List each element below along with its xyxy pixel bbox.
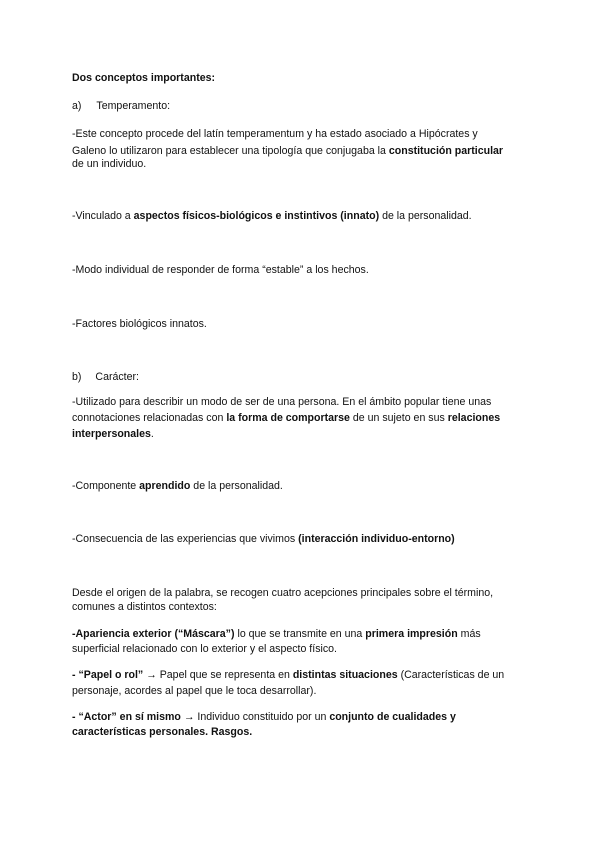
caracter-point-consecuencia [72,531,532,548]
acepcion-papel-line-1 [72,667,532,684]
point-emphasis: (interacción individuo-entorno) [298,533,455,545]
caracter-text: de un sujeto en sus [349,412,448,424]
caracter-emphasis: interpersonales [72,428,151,440]
temperamento-point-vinculado [72,208,532,225]
caracter-point-componente [72,478,532,495]
acepcion-text: → Papel que se representa en [143,669,293,681]
acepciones-intro-line-1: Desde el origen de la palabra, se recogen cuatro acepciones principales sobre el término, [72,587,494,599]
caracter-definition-line-1: -Utilizado para describir un modo de ser de una persona. En el ámbito popular tiene unas [72,396,492,408]
document-heading: Dos conceptos importantes: [72,72,216,84]
temperamento-definition-text: Galeno lo utilizaron para establecer una tipología que conjugaba la [72,145,389,157]
acepcion-emphasis: primera impresión [365,628,458,640]
temperamento-definition-line-1: -Este concepto procede del latín temperamentum y ha estado asociado a Hipócrates y [72,128,478,140]
point-text: -Componente [72,480,140,492]
temperamento-definition-line-3: de un individuo. [72,158,147,170]
acepcion-apariencia-line-2: superficial relacionado con lo exterior y el aspecto físico. [72,643,337,655]
point-text: de la personalidad. [190,480,283,492]
acepcion-papel-line-2: personaje, acordes al papel que le toca desarrollar). [72,685,317,697]
caracter-text: . [150,428,154,440]
temperamento-point-modo: -Modo individual de responder de forma “estable” a los hechos. [72,264,369,276]
temperamento-point-factores: -Factores biológicos innatos. [72,318,207,330]
temperamento-definition-emphasis: constitución particular [388,145,504,157]
section-a-title: Temperamento: [96,100,171,112]
point-text: -Vinculado a [72,210,134,222]
caracter-text: connotaciones relacionadas con [72,412,227,424]
section-a-title-line [72,98,532,115]
caracter-definition-line-2 [72,410,532,427]
acepcion-text: (Características de un [397,669,505,681]
acepcion-text: → Individuo constituido por un [180,711,330,723]
acepcion-emphasis: conjunto de cualidades y [329,711,456,723]
acepcion-emphasis: -Apariencia exterior (“Máscara”) [72,628,235,640]
section-a-label: a) [72,100,82,112]
point-text: de la personalidad. [379,210,472,222]
acepcion-text: más [457,628,481,640]
acepcion-emphasis: distintas situaciones [292,669,398,681]
point-emphasis: aspectos físicos-biológicos e instintivos (innato) [133,210,380,222]
acepcion-emphasis: - “Actor” en sí mismo [72,711,181,723]
acepciones-intro-line-2: comunes a distintos contextos: [72,601,217,613]
acepcion-actor-line-2: características personales. Rasgos. [72,726,253,738]
caracter-definition-line-3 [72,426,532,443]
point-emphasis: aprendido [139,480,191,492]
acepcion-emphasis: - “Papel o rol” [72,669,144,681]
point-text: -Consecuencia de las experiencias que vivimos [72,533,299,545]
caracter-emphasis: la forma de comportarse [226,412,350,424]
acepcion-text: lo que se transmite en una [234,628,366,640]
caracter-emphasis: relaciones [447,412,501,424]
section-b-title-line [72,369,532,386]
section-b-label: b) [72,371,82,383]
section-b-title: Carácter: [95,371,139,383]
